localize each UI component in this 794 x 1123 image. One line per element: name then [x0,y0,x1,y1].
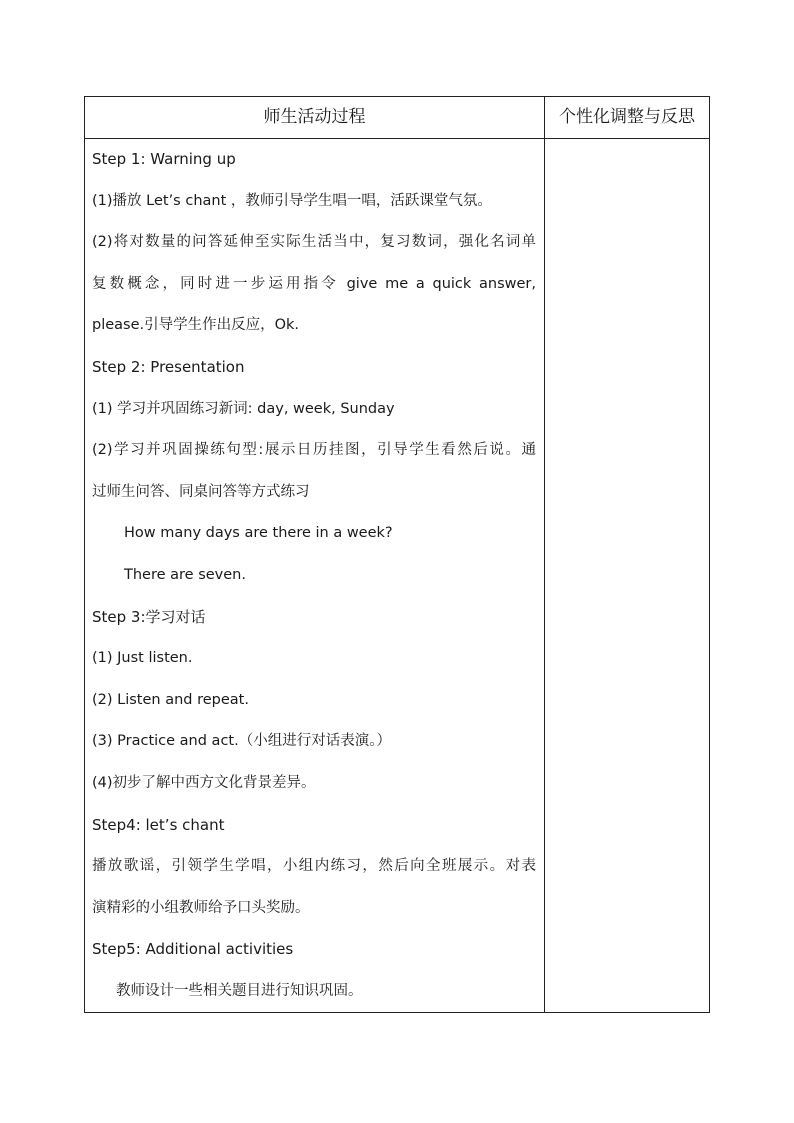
lesson-table [84,96,710,1013]
step2-example-question: How many days are there in a week? [124,525,393,542]
header-side-cell: 个性化调整与反思 [545,97,710,139]
reflection-cell [545,139,710,1013]
step2-heading: Step 2: Presentation [92,357,245,376]
step5-heading: Step5: Additional activities [92,940,294,959]
step1-item-2-line2: 复数概念，同时进一步运用指令 give me a quick answer, [92,275,536,292]
step4-text-line1: 播放歌谣，引领学生学唱，小组内练习，然后向全班展示。对表 [92,858,536,875]
step5-text: 教师设计一些相关题目进行知识巩固。 [116,982,363,999]
step3-item-4: (4)初步了解中西方文化背景差异。 [92,774,316,791]
step4-heading: Step4: let’s chant [92,815,225,834]
step1-item-2-line1: (2)将对数量的问答延伸至实际生活当中，复习数词，强化名词单 [92,234,536,251]
step3-item-1: (1) Just listen. [92,650,193,667]
step2-example-answer: There are seven. [124,566,246,583]
step2-item-1: (1) 学习并巩固练习新词: day, week, Sunday [92,400,395,417]
activity-process-cell [85,139,545,1013]
table-body-row [85,139,710,1013]
step2-item-2-line2: 过师生问答、同桌问答等方式练习 [92,483,310,500]
step4-text-line2: 演精彩的小组教师给予口头奖励。 [92,899,310,916]
table-header-row [85,97,710,139]
step1-heading: Step 1: Warning up [92,150,236,168]
step3-heading: Step 3:学习对话 [92,607,206,626]
header-main-cell: 师生活动过程 [85,97,545,139]
step1-item-2-line3: please.引导学生作出反应，Ok. [92,317,300,334]
step1-item-1: (1)播放 Let’s chant ，教师引导学生唱一唱，活跃课堂气氛。 [92,192,492,209]
step3-item-2: (2) Listen and repeat. [92,691,249,708]
step2-item-2-line1: (2)学习并巩固操练句型:展示日历挂图，引导学生看然后说。通 [92,442,536,459]
step3-item-3: (3) Practice and act.（小组进行对话表演。） [92,733,391,750]
